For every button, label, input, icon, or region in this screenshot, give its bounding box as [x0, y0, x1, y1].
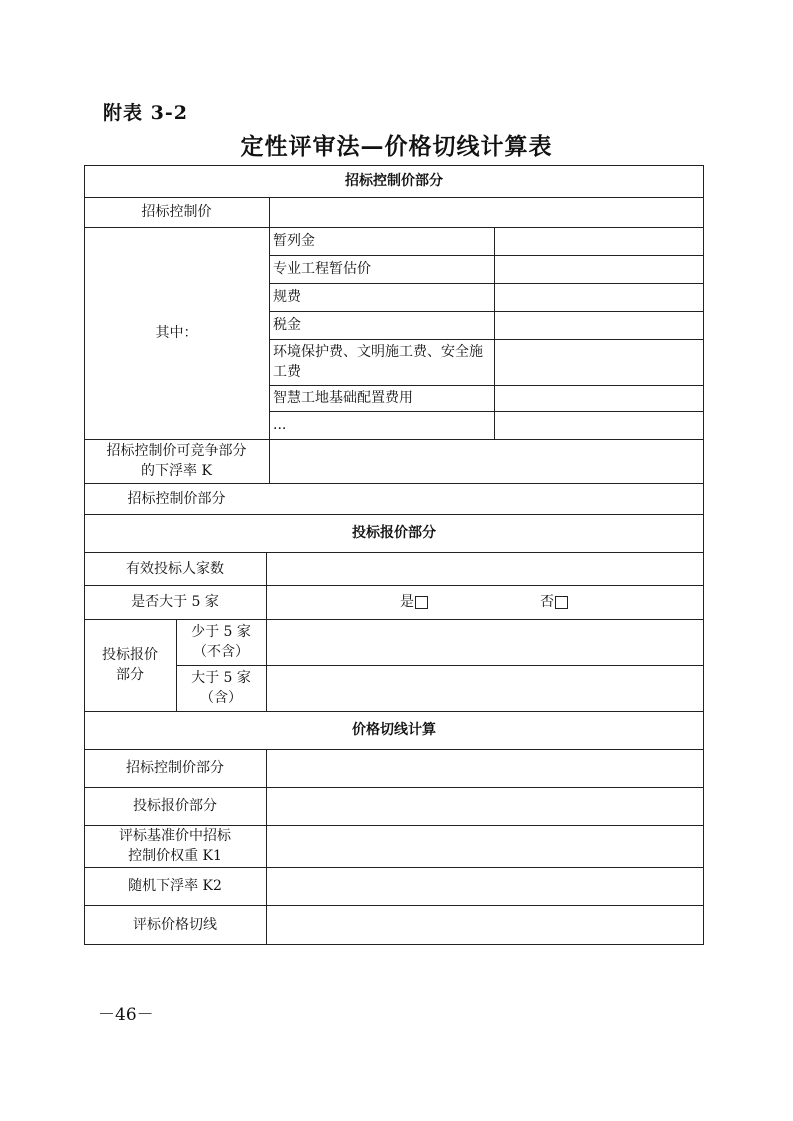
- item-ellipsis: ...: [273, 417, 287, 433]
- valid-bidders-label: 有效投标人家数: [126, 560, 224, 577]
- yes-checkbox: 是: [384, 585, 444, 619]
- item-provisional-sum: 暂列金: [273, 233, 315, 249]
- s3-control-price-part-label: 招标控制价部分: [126, 760, 224, 776]
- section-header-price-tangent: 价格切线计算: [352, 722, 436, 738]
- control-price-label: 招标控制价: [141, 204, 212, 220]
- item-taxes: 税金: [273, 317, 301, 333]
- weight-k1-label: 评标基准价中招标 控制价权重 K1: [119, 828, 231, 864]
- more-than-5-inclusive-label: 大于 5 家 （含）: [191, 670, 251, 706]
- float-rate-k-label: 招标控制价可竞争部分 的下浮率 K: [106, 443, 247, 479]
- bid-part-label: 投标报价 部分: [102, 647, 158, 683]
- item-smart-site-fees: 智慧工地基础配置费用: [273, 390, 413, 406]
- item-special-works-estimate: 专业工程暂估价: [273, 261, 371, 277]
- item-statutory-fees: 规费: [273, 289, 301, 305]
- no-checkbox: 否: [524, 585, 584, 619]
- s3-bid-part-label: 投标报价部分: [133, 798, 217, 814]
- of-which-label: 其中：: [155, 325, 198, 341]
- appendix-label: 附表 3-2: [103, 102, 188, 124]
- page-title: 定性评审法—价格切线计算表: [240, 133, 553, 160]
- more-than-5-label: 是否大于 5 家: [131, 594, 219, 610]
- page-number: －46－: [98, 1005, 154, 1025]
- less-than-5-label: 少于 5 家 （不含）: [191, 624, 251, 660]
- control-price-part-label: 招标控制价部分: [127, 490, 226, 507]
- price-tangent-table: [84, 165, 704, 945]
- checkbox-icon: [555, 596, 568, 609]
- random-rate-k2-label: 随机下浮率 K2: [128, 878, 222, 894]
- section-header-bid-price: 投标报价部分: [352, 525, 436, 541]
- item-safety-civilized-fees: 环境保护费、文明施工费、安全施工费: [273, 344, 483, 380]
- price-tangent-label: 评标价格切线: [133, 916, 217, 933]
- checkbox-icon: [415, 596, 428, 609]
- section-header-control-price: 招标控制价部分: [345, 173, 443, 189]
